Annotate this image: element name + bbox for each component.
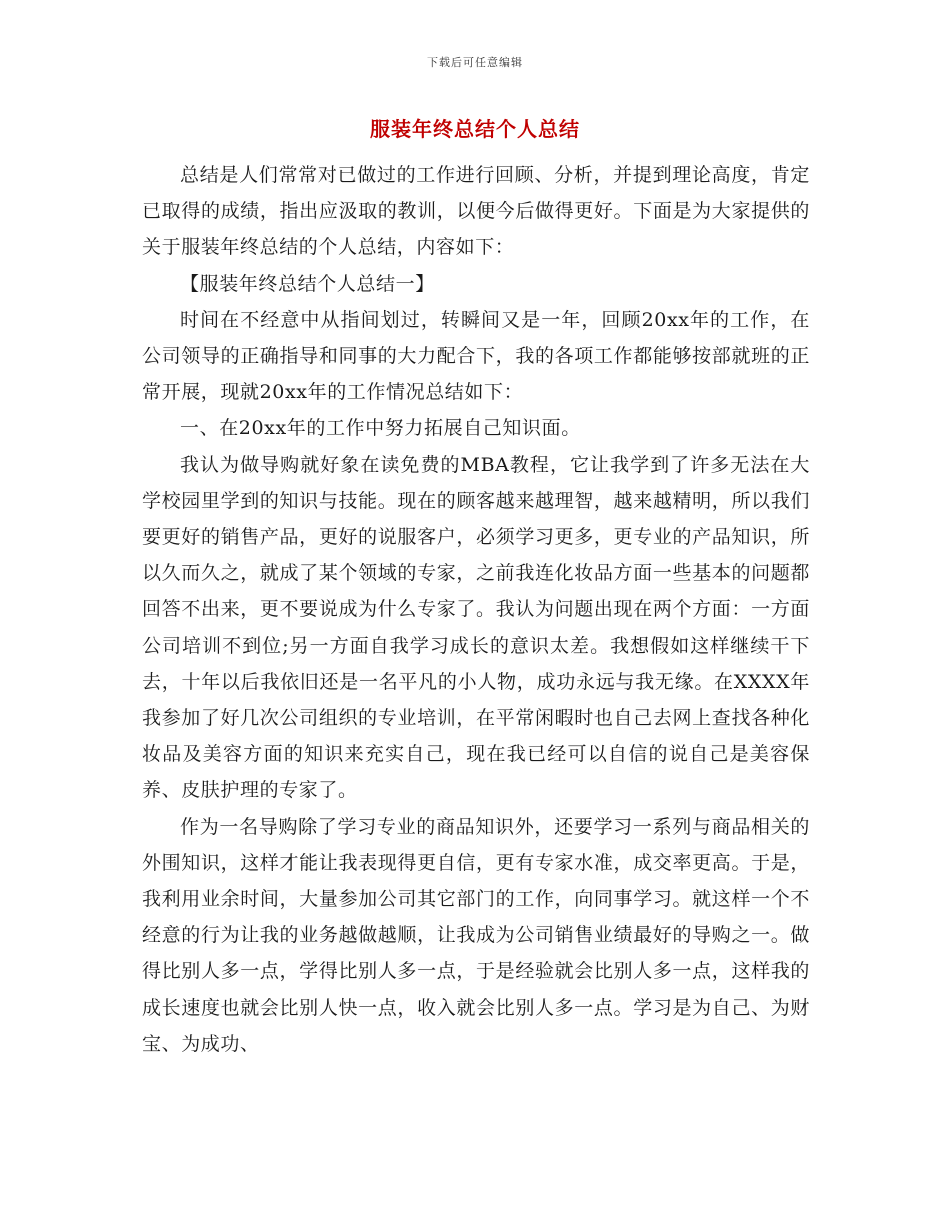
intro-paragraph: 总结是人们常常对已做过的工作进行回顾、分析，并提到理论高度，肯定已取得的成绩，指出应汲取的教训，以便今后做得更好。下面是为大家提供的关于服装年终总结的个人总结，内容如下： <box>142 164 810 259</box>
subsection-heading: 一、在20xx年的工作中努力拓展自己知识面。 <box>180 417 581 440</box>
body-paragraph: 作为一名导购除了学习专业的商品知识外，还要学习一系列与商品相关的外围知识，这样才能让我表现得更自信，更有专家水准，成交率更高。于是，我利用业余时间，大量参加公司其它部门的工作，向同事学习。就这样一个不经意的行为让我的业务越做越顺，让我成为公司销售业绩最好的导购之一。做得比别人多一点，学得比别人多一点，于是经验就会比别人多一点，这样我的成长速度也就会比别人快一点，收入就会比别人多一点。学习是为自己、为财宝、为成功、 <box>142 815 810 1055</box>
section-heading: 【服装年终总结个人总结一】 <box>180 272 435 295</box>
document-body <box>142 157 810 1062</box>
header-note: 下载后可任意编辑 <box>427 56 523 69</box>
document-title: 服装年终总结个人总结 <box>370 117 580 141</box>
body-paragraph: 时间在不经意中从指间划过，转瞬间又是一年，回顾20xx年的工作，在公司领导的正确指导和同事的大力配合下，我的各项工作都能够按部就班的正常开展，现就20xx年的工作情况总结如下： <box>142 308 810 404</box>
body-paragraph: 我认为做导购就好象在读免费的MBA教程，它让我学到了许多无法在大学校园里学到的知识与技能。现在的顾客越来越理智，越来越精明，所以我们要更好的销售产品，更好的说服客户，必须学习更多，更专业的产品知识，所以久而久之，就成了某个领域的专家，之前我连化妆品方面一些基本的问题都回答不出来，更不要说成为什么专家了。我认为问题出现在两个方面：一方面公司培训不到位;另一方面自我学习成长的意识太差。我想假如这样继续干下去，十年以后我依旧还是一名平凡的小人物，成功永远与我无缘。在XXXX年我参加了好几次公司组织的专业培训，在平常闲暇时也自己去网上查找各种化妆品及美容方面的知识来充实自己，现在我已经可以自信的说自己是美容保养、皮肤护理的专家了。 <box>142 453 810 802</box>
